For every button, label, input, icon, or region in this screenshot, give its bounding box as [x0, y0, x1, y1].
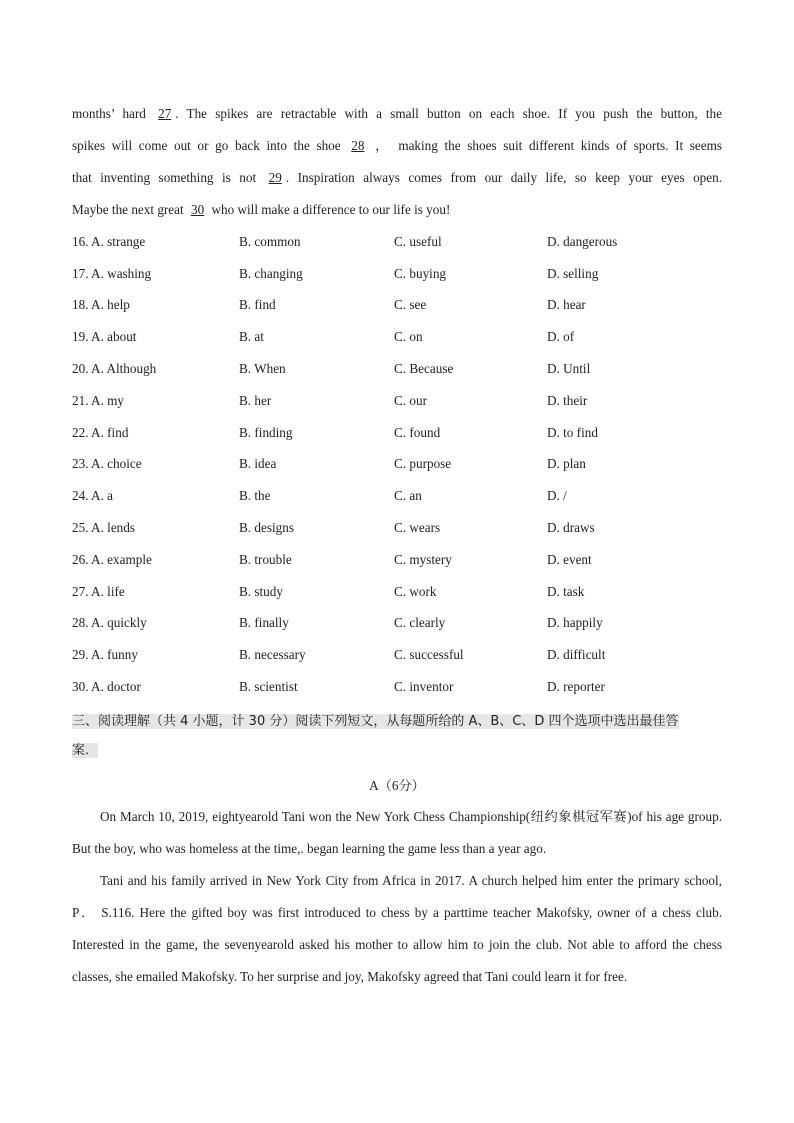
- option-d: D. difficult: [547, 647, 606, 663]
- option-d: D. /: [547, 488, 567, 504]
- text: . The spikes are retractable with a small button on each shoe. If you push the button, the: [175, 106, 722, 121]
- option-c: C. work: [394, 583, 437, 599]
- option-row: [72, 290, 722, 322]
- option-a: 23. A. choice: [72, 456, 142, 472]
- option-c: C. inventor: [394, 679, 454, 695]
- option-b: B. find: [239, 297, 276, 313]
- option-c: C. useful: [394, 233, 442, 249]
- passage-continuation: [72, 98, 722, 226]
- option-a: 24. A. a: [72, 488, 114, 504]
- text: months’ hard: [72, 106, 146, 121]
- option-a: 18. A. help: [72, 297, 130, 313]
- option-c: C. purpose: [394, 456, 452, 472]
- option-c: C. an: [394, 488, 422, 504]
- option-row: [72, 639, 722, 671]
- option-d: D. dangerous: [547, 233, 618, 249]
- option-d: D. draws: [547, 520, 595, 536]
- option-c: C. buying: [394, 265, 447, 281]
- option-a: 26. A. example: [72, 551, 152, 567]
- options-list: [72, 226, 722, 703]
- option-d: D. of: [547, 329, 575, 345]
- option-b: B. idea: [239, 456, 277, 472]
- option-b: B. scientist: [239, 679, 298, 695]
- text: that inventing something is not: [72, 170, 257, 185]
- option-row: [72, 671, 722, 703]
- text: Maybe the next great: [72, 202, 184, 217]
- document-page: [72, 98, 722, 993]
- option-c: C. found: [394, 424, 441, 440]
- option-a: 20. A. Although: [72, 361, 157, 377]
- option-row: [72, 258, 722, 290]
- option-c: C. Because: [394, 361, 454, 377]
- text: ， making the shoes suit different kinds of sports. It seems: [375, 138, 723, 153]
- option-row: [72, 480, 722, 512]
- passage-title: A（6分）: [369, 777, 425, 793]
- option-row: [72, 576, 722, 608]
- option-d: D. hear: [547, 297, 586, 313]
- option-b: B. necessary: [239, 647, 306, 663]
- option-row: [72, 608, 722, 640]
- text: spikes will come out or go back into the shoe: [72, 138, 341, 153]
- option-row: [72, 353, 722, 385]
- paragraph: [72, 865, 722, 993]
- option-a: 25. A. lends: [72, 520, 136, 536]
- option-d: D. to find: [547, 424, 598, 440]
- option-a: 21. A. my: [72, 392, 125, 408]
- option-b: B. common: [239, 233, 301, 249]
- option-b: B. designs: [239, 520, 294, 536]
- option-d: D. selling: [547, 265, 599, 281]
- option-a: 22. A. find: [72, 424, 129, 440]
- paragraph-text: On March 10, 2019, eightyearold Tani won the New York Chess Championship(纽约象棋冠军赛)of his age group. But the boy, who was homeless at the time,. began learning the game less than a year ago.: [72, 808, 722, 856]
- option-row: [72, 417, 722, 449]
- section-heading-line1: 三、阅读理解（共 4 小题，计 30 分）阅读下列短文，从每题所给的 A、B、C、D 四个选项中选出最佳答: [72, 713, 679, 729]
- option-a: 30. A. doctor: [72, 679, 141, 695]
- section-heading-line2: 案．: [72, 742, 99, 758]
- option-a: 16. A. strange: [72, 233, 146, 249]
- option-row: [72, 385, 722, 417]
- option-d: D. happily: [547, 615, 603, 631]
- option-c: C. our: [394, 392, 427, 408]
- option-d: D. task: [547, 583, 585, 599]
- section-heading: [72, 707, 722, 765]
- option-a: 28. A. quickly: [72, 615, 147, 631]
- option-a: 17. A. washing: [72, 265, 152, 281]
- paragraph: [72, 801, 722, 865]
- text: . Inspiration always comes from our daily life, so keep your eyes open.: [285, 170, 723, 185]
- blank-29: 29: [268, 170, 282, 185]
- text: who will make a difference to our life is you!: [211, 202, 451, 217]
- passage-line: [72, 98, 722, 130]
- option-c: C. on: [394, 329, 423, 345]
- blank-28: 28: [351, 138, 365, 153]
- option-b: B. When: [239, 361, 286, 377]
- option-b: B. her: [239, 392, 272, 408]
- option-b: B. changing: [239, 265, 303, 281]
- option-row: [72, 321, 722, 353]
- blank-30: 30: [190, 202, 205, 217]
- option-b: B. trouble: [239, 551, 292, 567]
- option-a: 19. A. about: [72, 329, 137, 345]
- option-a: 27. A. life: [72, 583, 125, 599]
- option-row: [72, 449, 722, 481]
- option-row: [72, 512, 722, 544]
- option-b: B. study: [239, 583, 283, 599]
- passage-a-body: [72, 801, 722, 993]
- option-row: [72, 544, 722, 576]
- option-a: 29. A. funny: [72, 647, 138, 663]
- option-d: D. their: [547, 392, 588, 408]
- option-c: C. mystery: [394, 551, 452, 567]
- option-c: C. wears: [394, 520, 441, 536]
- option-b: B. finding: [239, 424, 293, 440]
- blank-27: 27: [158, 106, 172, 121]
- option-c: C. successful: [394, 647, 464, 663]
- option-d: D. event: [547, 551, 592, 567]
- passage-line: [72, 162, 722, 194]
- passage-line: [72, 130, 722, 162]
- option-d: D. reporter: [547, 679, 605, 695]
- option-row: [72, 226, 722, 258]
- option-c: C. clearly: [394, 615, 446, 631]
- option-d: D. Until: [547, 361, 591, 377]
- paragraph-text: Tani and his family arrived in New York City from Africa in 2017. A church helped him enter the primary school, P． S.116. Here the gifted boy was first introduced to chess by a parttime teacher Makofsky, owner of a chess club. Interested in the game, the sevenyearold asked his mother to allow him to join the club. Not able to afford the chess classes, she emailed Makofsky. To her surprise and joy, Makofsky agreed that Tani could learn it for free.: [72, 872, 722, 984]
- option-b: B. the: [239, 488, 271, 504]
- option-d: D. plan: [547, 456, 586, 472]
- option-b: B. at: [239, 329, 264, 345]
- option-b: B. finally: [239, 615, 289, 631]
- option-c: C. see: [394, 297, 427, 313]
- passage-line: [72, 194, 722, 226]
